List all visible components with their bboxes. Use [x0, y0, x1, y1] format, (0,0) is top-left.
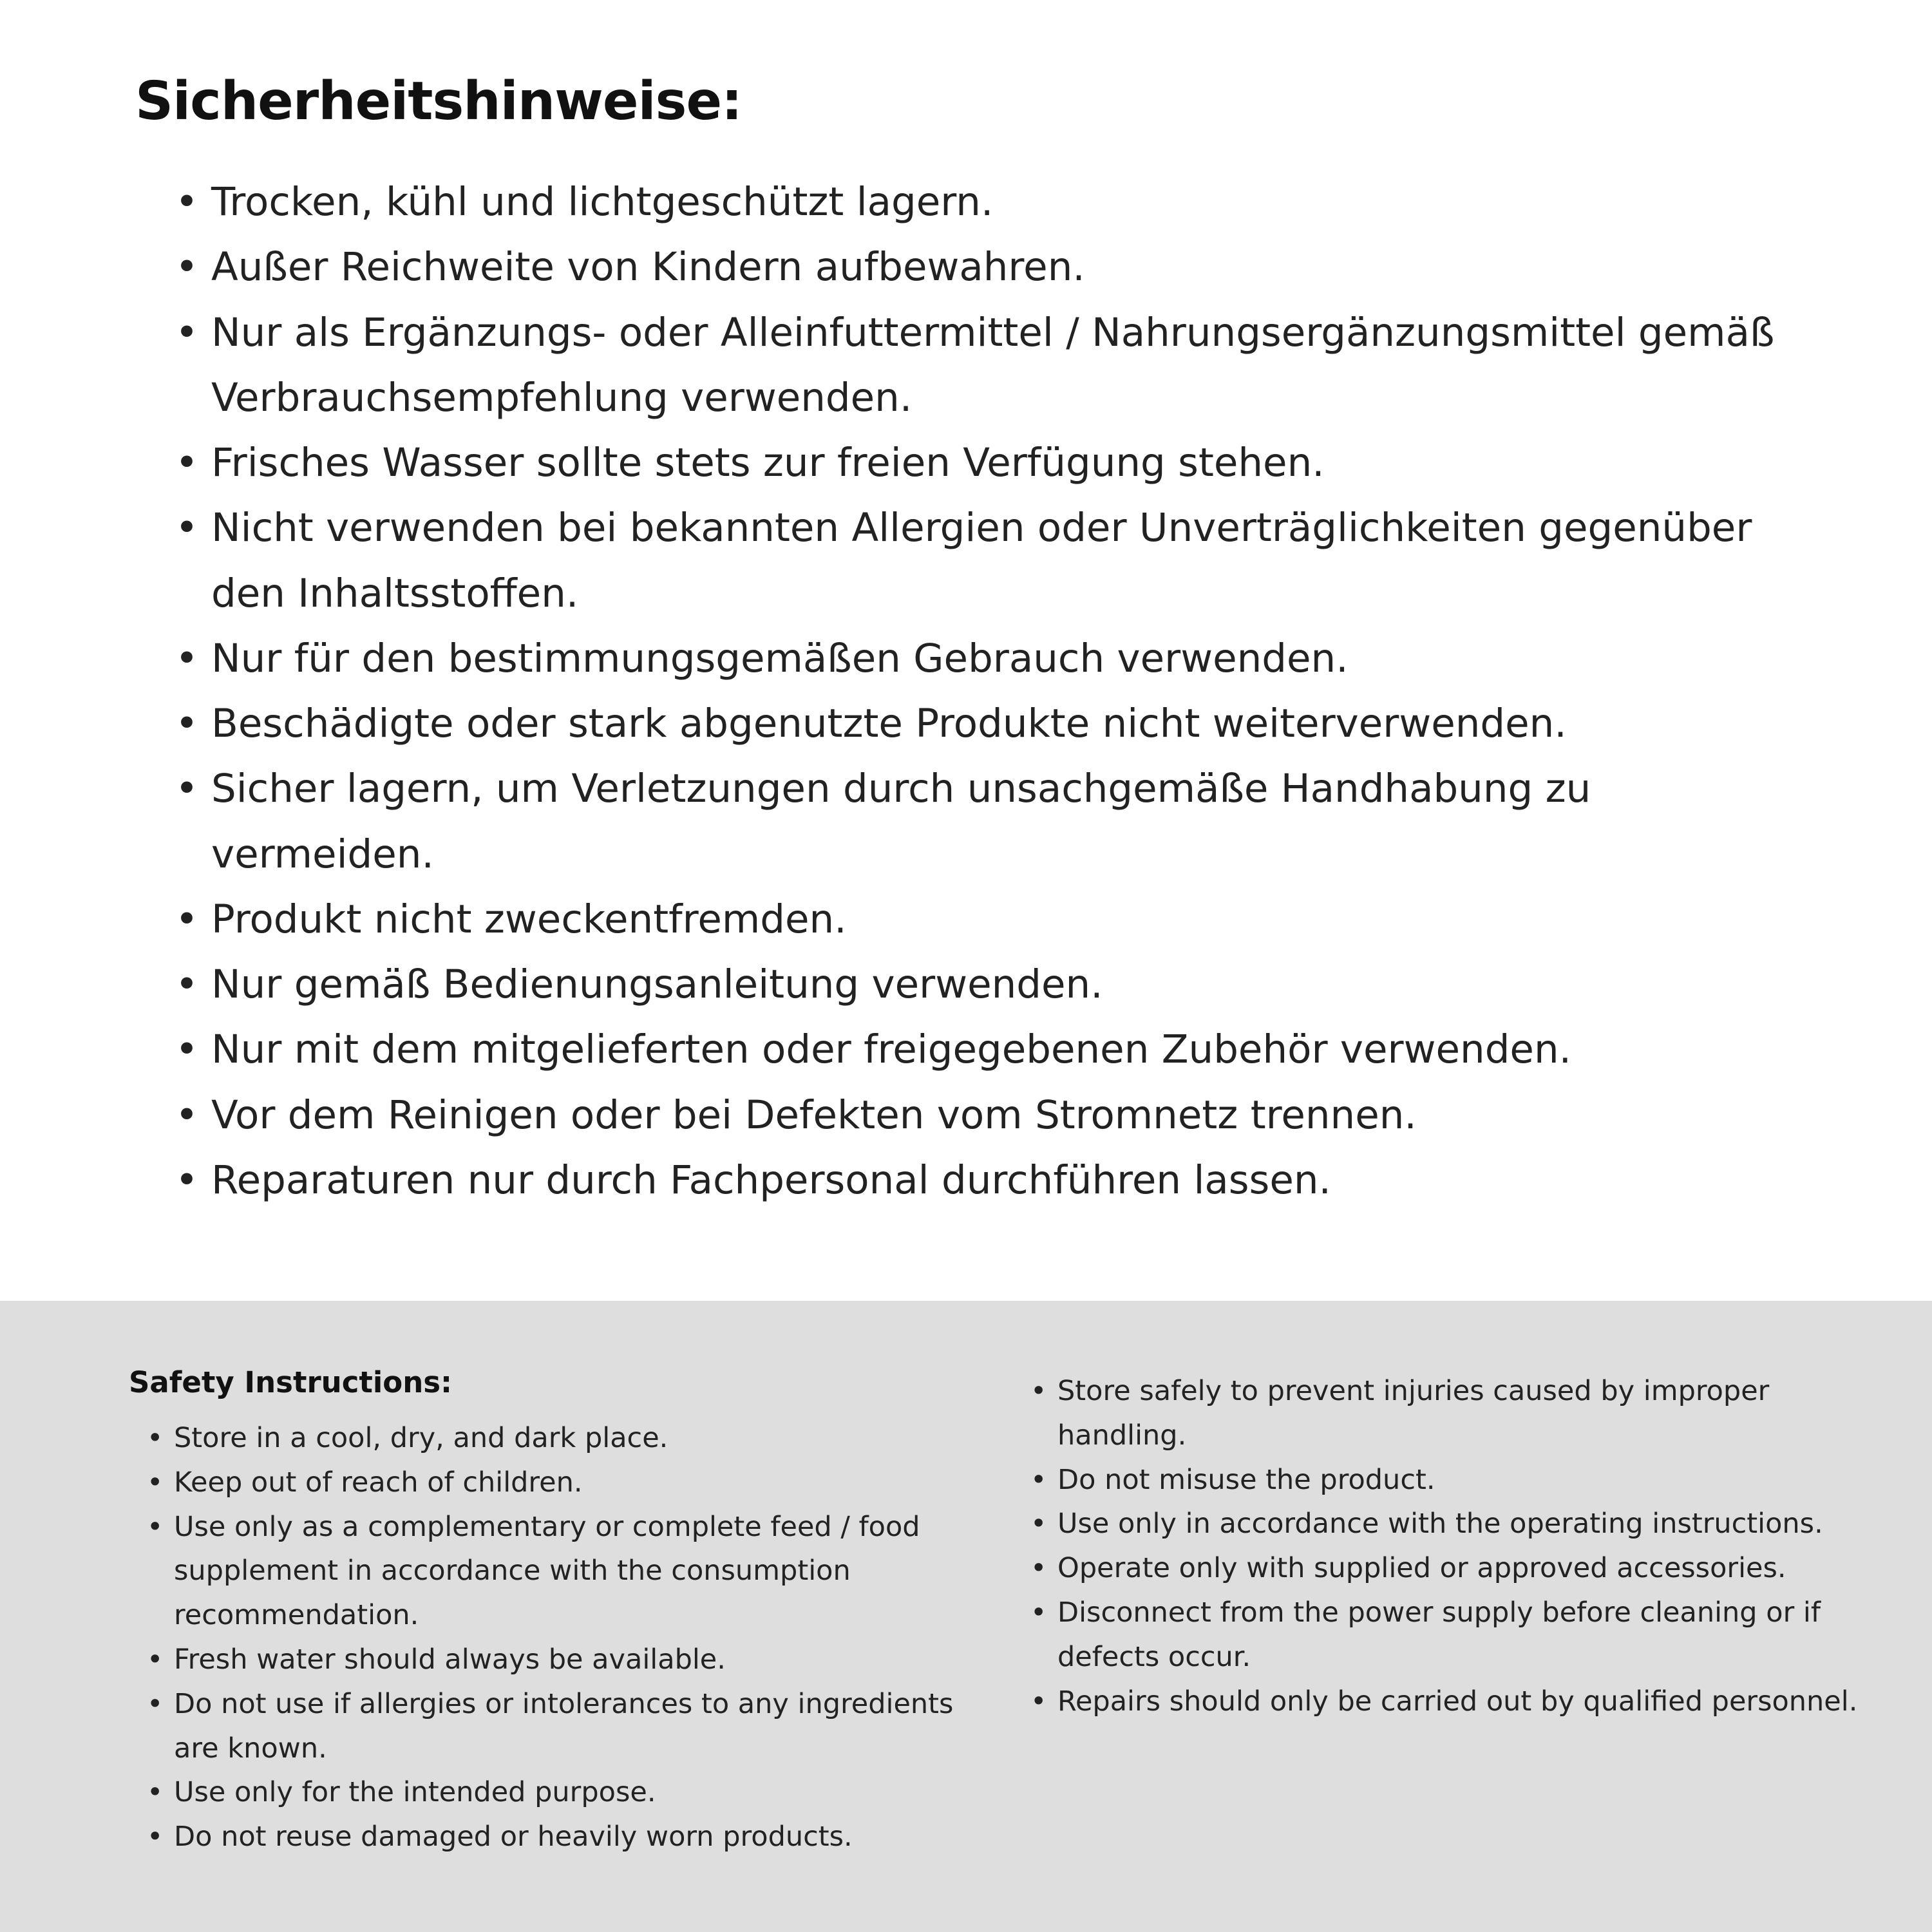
list-item: • Beschädigte oder stark abgenutzte Produkte nicht weiterverwenden.	[175, 691, 1816, 756]
list-item: • Repairs should only be carried out by qualified personnel.	[1030, 1680, 1861, 1724]
list-item: • Nur als Ergänzungs- oder Alleinfuttermittel / Nahrungsergänzungsmittel gemäß Verbrauchsempfehlung verwenden.	[175, 300, 1816, 431]
list-item: • Außer Reichweite von Kindern aufbewahren.	[175, 234, 1816, 299]
english-right-column	[1030, 1365, 1861, 1723]
list-item: • Vor dem Reinigen oder bei Defekten vom Stromnetz trennen.	[175, 1083, 1816, 1148]
list-item: • Fresh water should always be available.	[147, 1638, 985, 1682]
list-item: • Sicher lagern, um Verletzungen durch unsachgemäße Handhabung zu vermeiden.	[175, 756, 1816, 887]
list-item: • Nur mit dem mitgelieferten oder freigegebenen Zubehör verwenden.	[175, 1017, 1816, 1082]
list-item: • Operate only with supplied or approved accessories.	[1030, 1546, 1861, 1591]
list-item: • Disconnect from the power supply before cleaning or if defects occur.	[1030, 1591, 1861, 1680]
list-item: • Do not misuse the product.	[1030, 1458, 1861, 1502]
list-item: • Nur gemäß Bedienungsanleitung verwenden.	[175, 952, 1816, 1017]
list-item: • Store safely to prevent injuries caused by improper handling.	[1030, 1369, 1861, 1458]
german-section-title: Sicherheitshinweise:	[135, 71, 742, 132]
list-item: • Use only in accordance with the operating instructions.	[1030, 1502, 1861, 1546]
list-item: • Produkt nicht zweckentfremden.	[175, 887, 1816, 952]
list-item: • Store in a cool, dry, and dark place.	[147, 1416, 985, 1461]
list-item: • Nicht verwenden bei bekannten Allergien oder Unverträglichkeiten gegenüber den Inhaltsstoffen.	[175, 495, 1816, 626]
list-item: • Use only as a complementary or complete feed / food supplement in accordance with the consumption recommendation.	[147, 1505, 985, 1638]
list-item: • Trocken, kühl und lichtgeschützt lagern.	[175, 169, 1816, 234]
german-safety-list	[175, 169, 1816, 1213]
english-safety-list-left	[147, 1416, 985, 1859]
english-safety-list-right	[1030, 1369, 1861, 1723]
english-left-column	[129, 1365, 985, 1859]
list-item: • Nur für den bestimmungsgemäßen Gebrauch verwenden.	[175, 626, 1816, 691]
english-safety-section	[0, 1301, 1932, 1932]
list-item: • Keep out of reach of children.	[147, 1461, 985, 1505]
list-item: • Reparaturen nur durch Fachpersonal durchführen lassen.	[175, 1148, 1816, 1213]
list-item: • Use only for the intended purpose.	[147, 1770, 985, 1815]
list-item: • Do not use if allergies or intolerances to any ingredients are known.	[147, 1682, 985, 1771]
list-item: • Frisches Wasser sollte stets zur freien Verfügung stehen.	[175, 430, 1816, 495]
english-section-title: Safety Instructions:	[129, 1365, 453, 1399]
list-item: • Do not reuse damaged or heavily worn products.	[147, 1815, 985, 1859]
